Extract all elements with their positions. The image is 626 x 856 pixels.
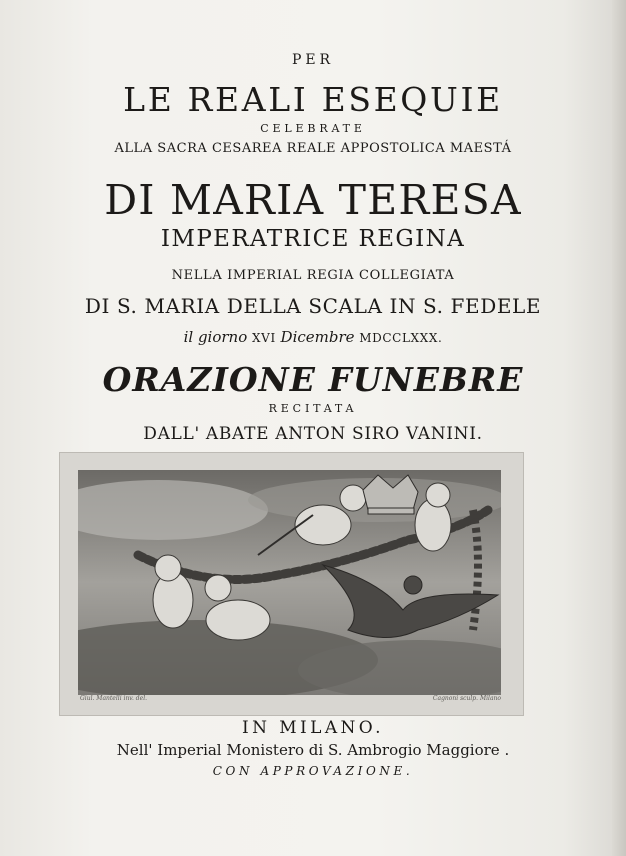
engraver-credit-right: Cagnoni sculp. Milano bbox=[432, 695, 501, 702]
date-line bbox=[0, 328, 626, 346]
heading-maria-teresa: DI MARIA TERESA bbox=[104, 176, 522, 224]
heading-reali-esequie: LE REALI ESEQUIE bbox=[123, 80, 503, 119]
date-year: MDCCLXXX. bbox=[359, 331, 443, 345]
oration-title: ORAZIONE FUNEBRE bbox=[102, 360, 524, 399]
engraving-image bbox=[78, 470, 501, 695]
heading-dedication: ALLA SACRA CESAREA REALE APPOSTOLICA MAESTÁ bbox=[114, 141, 512, 156]
imprint-approval: CON APPROVAZIONE. bbox=[212, 764, 414, 778]
author-line: DALL' ABATE ANTON SIRO VANINI. bbox=[143, 424, 483, 444]
engraving-plate bbox=[59, 452, 524, 716]
putti-eagle-illustration bbox=[78, 470, 501, 695]
heading-imperatrice: IMPERATRICE REGINA bbox=[160, 226, 466, 252]
date-prefix: il giorno bbox=[183, 328, 253, 346]
heading-church: DI S. MARIA DELLA SCALA IN S. FEDELE bbox=[84, 294, 542, 318]
date-day: XVI bbox=[252, 331, 276, 345]
date-month: Dicembre bbox=[275, 328, 360, 346]
engraver-credit-left: Giul. Mantelli inv. del. bbox=[80, 695, 148, 702]
heading-per: PER bbox=[292, 52, 334, 68]
heading-celebrate: CELEBRATE bbox=[260, 122, 366, 135]
imprint-city: IN MILANO. bbox=[242, 718, 384, 738]
imprint-printer: Nell' Imperial Monistero di S. Ambrogio Maggiore . bbox=[116, 741, 510, 759]
heading-collegiata: NELLA IMPERIAL REGIA COLLEGIATA bbox=[171, 268, 455, 283]
recited-label: RECITATA bbox=[268, 402, 358, 415]
